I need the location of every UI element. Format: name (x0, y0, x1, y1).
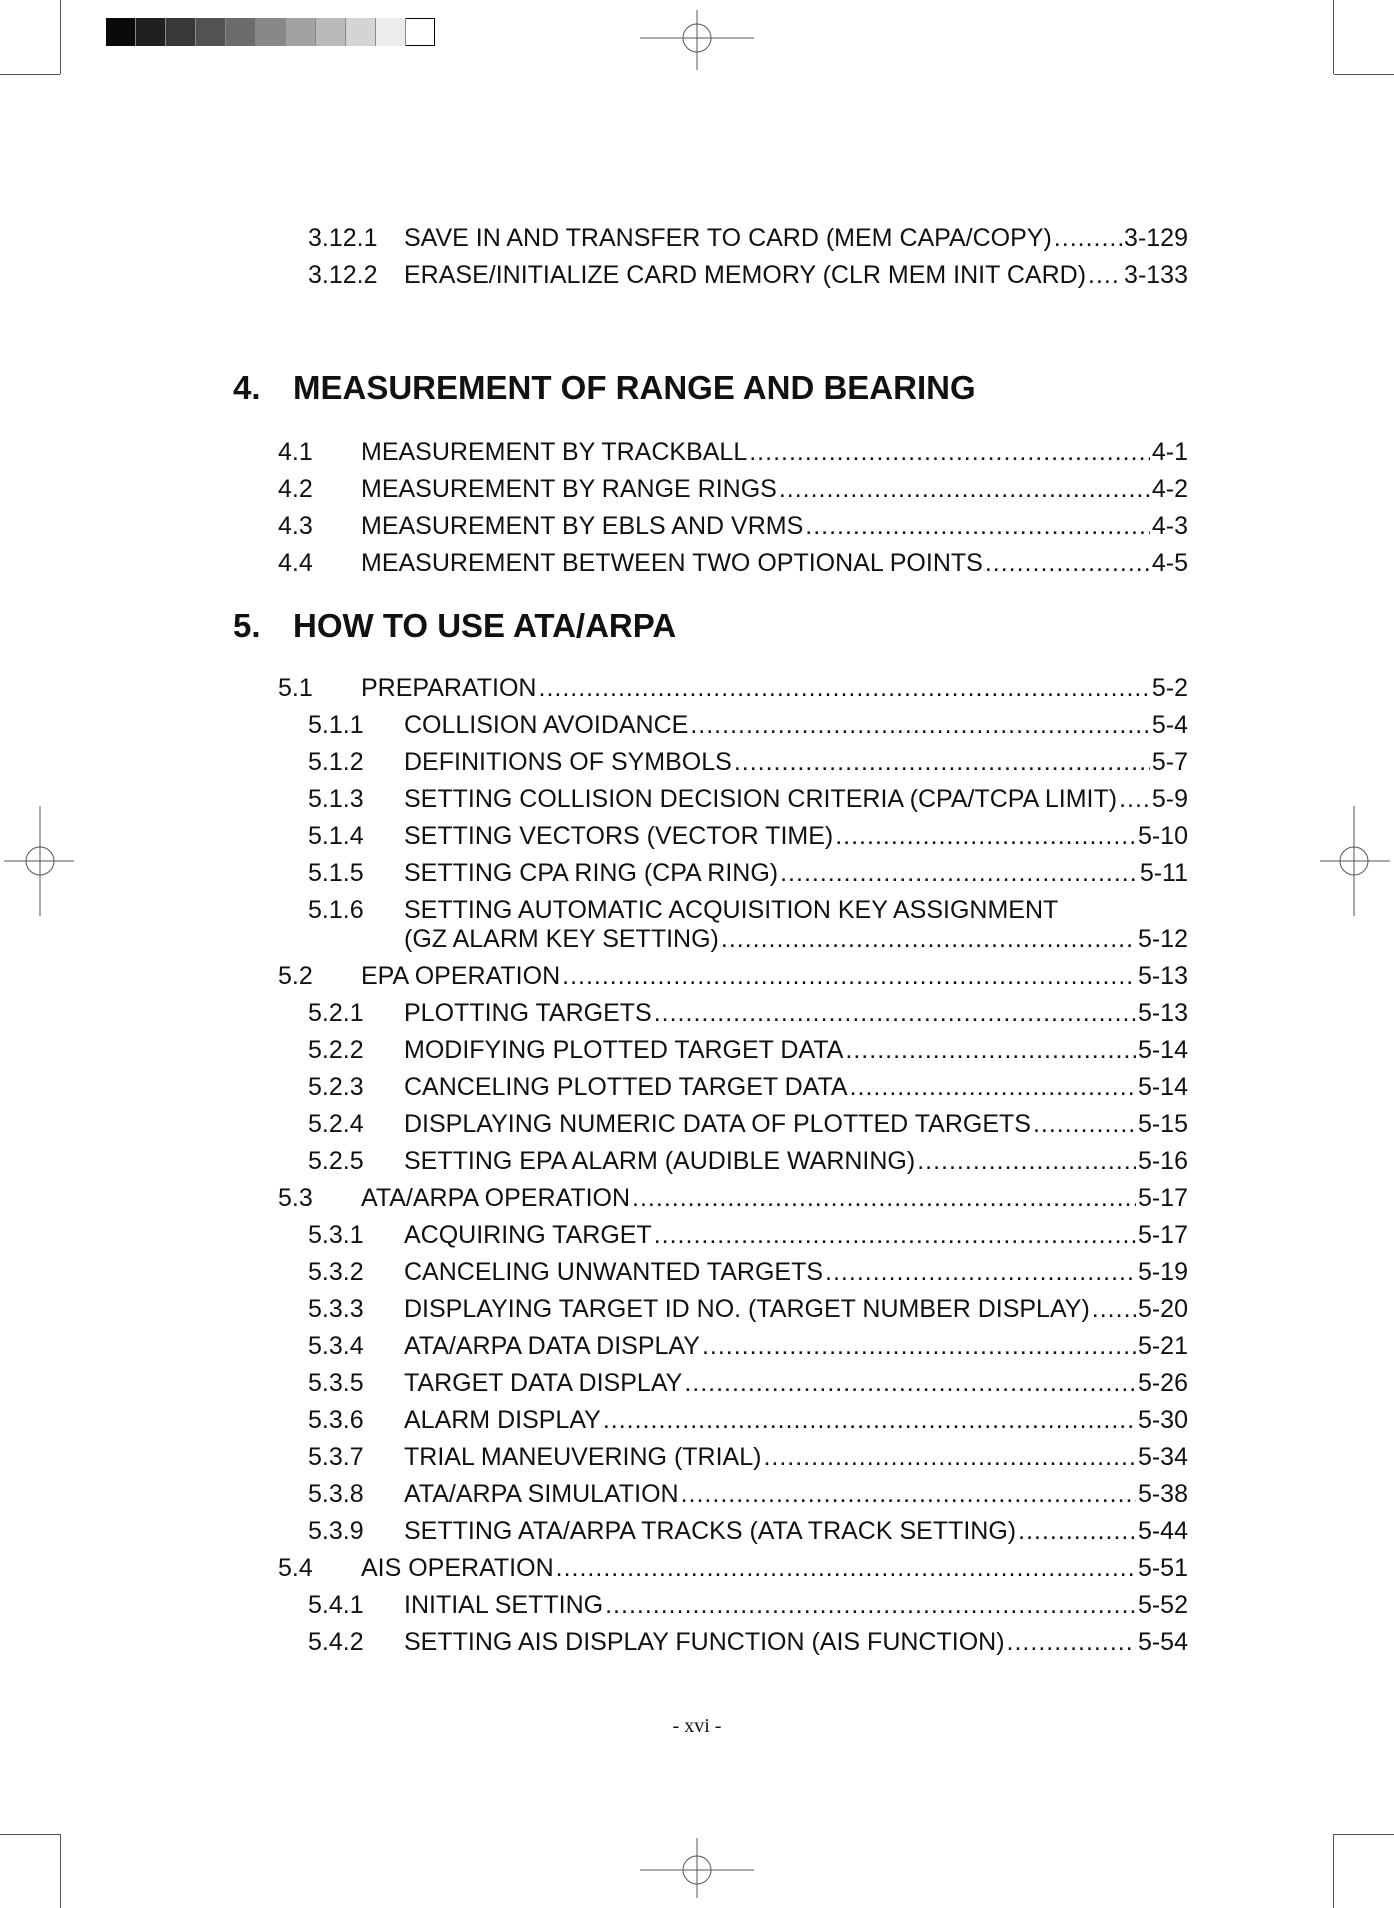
toc-entry[interactable] (308, 747, 1188, 777)
toc-entry-title: SETTING EPA ALARM (AUDIBLE WARNING) (404, 1147, 916, 1175)
toc-entry-page: 5-4 (1151, 711, 1188, 739)
toc-leader-dots (850, 1072, 1136, 1102)
toc-leader-dots (1119, 784, 1150, 814)
toc-entry-page: 5-54 (1137, 1628, 1188, 1656)
gray-scale-swatch (136, 18, 166, 46)
toc-leader-dots (681, 1479, 1136, 1509)
toc-entry-page: 5-11 (1139, 859, 1188, 887)
toc-entry[interactable] (308, 1035, 1188, 1065)
toc-entry-number: 5.1.1 (308, 711, 364, 739)
toc-entry-number: 5.2.3 (308, 1073, 364, 1101)
toc-entry-number: 5.2.4 (308, 1110, 364, 1138)
toc-leader-dots (539, 673, 1150, 703)
toc-entry-title: PLOTTING TARGETS (404, 999, 652, 1027)
toc-entry-page: 5-17 (1137, 1184, 1188, 1212)
toc-leader-dots (702, 1331, 1136, 1361)
registration-mark-bottom (640, 1838, 754, 1898)
toc-entry-number: 5.4.2 (308, 1628, 364, 1656)
toc-entry-page: 3-129 (1124, 224, 1188, 252)
toc-entry[interactable] (278, 961, 1188, 991)
toc-entry-number: 5.1.2 (308, 748, 364, 776)
toc-entry-number: 5.4 (278, 1554, 313, 1582)
toc-entry-number: 5.3.2 (308, 1258, 364, 1286)
toc-entry-title: MEASUREMENT BETWEEN TWO OPTIONAL POINTS (361, 549, 983, 577)
toc-entry[interactable] (278, 511, 1188, 541)
gray-scale-swatch (166, 18, 196, 46)
toc-entry-page: 3-133 (1124, 261, 1188, 289)
toc-entry-number: 5.1.3 (308, 785, 364, 813)
toc-entry-page: 5-19 (1137, 1258, 1188, 1286)
toc-leader-dots (780, 858, 1138, 888)
toc-entry-title: DEFINITIONS OF SYMBOLS (404, 748, 732, 776)
toc-entry-number: 5.3.6 (308, 1406, 364, 1434)
toc-entry[interactable] (308, 858, 1188, 888)
toc-entry[interactable] (308, 1109, 1188, 1139)
toc-entry-page: 5-44 (1137, 1517, 1188, 1545)
toc-entry-title: DISPLAYING TARGET ID NO. (TARGET NUMBER DISPLAY) (404, 1295, 1090, 1323)
toc-entry-continuation[interactable] (404, 924, 1188, 954)
toc-entry-number: 5.3.5 (308, 1369, 364, 1397)
toc-entry-page: 5-21 (1137, 1332, 1188, 1360)
gray-scale-swatch (316, 18, 346, 46)
toc-entry-number: 4.3 (278, 512, 313, 540)
toc-entry[interactable] (308, 260, 1188, 290)
toc-entry-number: 4.1 (278, 438, 313, 466)
toc-entry-title: INITIAL SETTING (404, 1591, 604, 1619)
toc-entry-number: 5.3.8 (308, 1480, 364, 1508)
toc-entry-page: 5-2 (1151, 674, 1188, 702)
toc-leader-dots (1018, 1516, 1136, 1546)
toc-entry[interactable] (308, 784, 1188, 814)
toc-leader-dots (845, 1035, 1136, 1065)
toc-leader-dots (805, 511, 1150, 541)
toc-entry-title: SETTING AUTOMATIC ACQUISITION KEY ASSIGNMENT (404, 896, 1059, 924)
toc-entry-page: 5-26 (1137, 1369, 1188, 1397)
toc-entry-title: TARGET DATA DISPLAY (404, 1369, 683, 1397)
toc-entry-page: 5-14 (1137, 1036, 1188, 1064)
toc-entry-title: CANCELING UNWANTED TARGETS (404, 1258, 824, 1286)
toc-entry-page: 5-51 (1137, 1554, 1188, 1582)
toc-entry-number: 5.1.4 (308, 822, 364, 850)
toc-entry-title: ALARM DISPLAY (404, 1406, 601, 1434)
toc-leader-dots (763, 1442, 1136, 1472)
toc-leader-dots (1007, 1627, 1136, 1657)
toc-entry-page: 4-2 (1151, 475, 1188, 503)
toc-entry[interactable] (278, 548, 1188, 578)
registration-mark-top (640, 10, 754, 70)
toc-entry[interactable] (308, 1590, 1188, 1620)
registration-mark-left (4, 806, 74, 916)
toc-entry-page: 5-15 (1137, 1110, 1188, 1138)
toc-entry-title: TRIAL MANEUVERING (TRIAL) (404, 1443, 762, 1471)
toc-entry-title: SETTING CPA RING (CPA RING) (404, 859, 779, 887)
toc-entry-number: 3.12.2 (308, 261, 378, 289)
toc-entry[interactable] (308, 223, 1188, 253)
toc-leader-dots (684, 1368, 1136, 1398)
toc-entry-page: 4-5 (1151, 549, 1188, 577)
toc-entry-page: 5-12 (1137, 925, 1188, 953)
chapter-heading (233, 606, 676, 646)
toc-entry-number: 5.3.1 (308, 1221, 364, 1249)
gray-scale-swatch (376, 18, 406, 46)
toc-entry-title: SAVE IN AND TRANSFER TO CARD (MEM CAPA/COPY) (404, 224, 1052, 252)
toc-entry-title: EPA OPERATION (361, 962, 561, 990)
toc-entry-page: 5-10 (1137, 822, 1188, 850)
toc-leader-dots (654, 998, 1136, 1028)
toc-entry-title: CANCELING PLOTTED TARGET DATA (404, 1073, 848, 1101)
toc-entry[interactable] (308, 1220, 1188, 1250)
toc-entry[interactable] (308, 1627, 1188, 1657)
toc-entry-number: 5.3.9 (308, 1517, 364, 1545)
toc-entry-title: PREPARATION (361, 674, 537, 702)
toc-leader-dots (734, 747, 1150, 777)
toc-entry-number: 5.2 (278, 962, 313, 990)
toc-entry-page: 5-16 (1137, 1147, 1188, 1175)
toc-leader-dots (721, 924, 1136, 954)
toc-leader-dots (654, 1220, 1136, 1250)
toc-entry-page: 5-9 (1151, 785, 1188, 813)
toc-entry-page: 5-14 (1137, 1073, 1188, 1101)
toc-entry-number: 5.1.5 (308, 859, 364, 887)
toc-entry-number: 5.2.1 (308, 999, 364, 1027)
toc-entry-title: AIS OPERATION (361, 1554, 554, 1582)
toc-entry-number: 5.3.7 (308, 1443, 364, 1471)
toc-entry-number: 3.12.1 (308, 224, 378, 252)
toc-entry[interactable] (308, 710, 1188, 740)
toc-entry-page: 5-7 (1151, 748, 1188, 776)
toc-leader-dots (1088, 260, 1122, 290)
toc-entry[interactable] (308, 1516, 1188, 1546)
chapter-title: HOW TO USE ATA/ARPA (293, 607, 677, 644)
toc-entry[interactable] (308, 1331, 1188, 1361)
toc-entry-title: SETTING VECTORS (VECTOR TIME) (404, 822, 834, 850)
toc-entry[interactable] (278, 1183, 1188, 1213)
toc-entry-title: DISPLAYING NUMERIC DATA OF PLOTTED TARGETS (404, 1110, 1031, 1138)
toc-entry-title: ATA/ARPA DATA DISPLAY (404, 1332, 700, 1360)
toc-entry-page: 4-1 (1151, 438, 1188, 466)
toc-entry-title: SETTING AIS DISPLAY FUNCTION (AIS FUNCTION) (404, 1628, 1005, 1656)
toc-entry[interactable] (308, 895, 1188, 925)
toc-leader-dots (1054, 223, 1122, 253)
toc-entry-title: MEASUREMENT BY EBLS AND VRMS (361, 512, 804, 540)
toc-entry[interactable] (308, 1257, 1188, 1287)
toc-entry[interactable] (308, 1368, 1188, 1398)
toc-entry-page: 5-13 (1137, 999, 1188, 1027)
toc-entry-number: 5.3.3 (308, 1295, 364, 1323)
toc-entry[interactable] (278, 437, 1188, 467)
toc-entry[interactable] (308, 821, 1188, 851)
toc-entry[interactable] (308, 998, 1188, 1028)
toc-entry[interactable] (308, 1146, 1188, 1176)
toc-entry[interactable] (308, 1294, 1188, 1324)
toc-entry[interactable] (278, 1553, 1188, 1583)
toc-entry-number: 4.2 (278, 475, 313, 503)
toc-entry[interactable] (278, 474, 1188, 504)
toc-leader-dots (1033, 1109, 1136, 1139)
chapter-number: 4. (233, 369, 261, 406)
toc-entry-title: MODIFYING PLOTTED TARGET DATA (404, 1036, 844, 1064)
toc-entry-number: 5.2.5 (308, 1147, 364, 1175)
toc-leader-dots (749, 437, 1150, 467)
toc-leader-dots (917, 1146, 1136, 1176)
toc-entry[interactable] (278, 673, 1188, 703)
toc-entry-page: 5-30 (1137, 1406, 1188, 1434)
toc-leader-dots (556, 1553, 1136, 1583)
gray-scale-swatch (256, 18, 286, 46)
toc-entry-title-continued: (GZ ALARM KEY SETTING) (404, 925, 719, 953)
toc-entry[interactable] (308, 1442, 1188, 1472)
page-number-footer: - xvi - (672, 1715, 722, 1737)
toc-entry-title: SETTING COLLISION DECISION CRITERIA (CPA/TCPA LIMIT) (404, 785, 1118, 813)
toc-entry-page: 5-20 (1137, 1295, 1188, 1323)
registration-mark-right (1320, 806, 1390, 916)
toc-leader-dots (690, 710, 1150, 740)
toc-leader-dots (835, 821, 1136, 851)
toc-entry-title: ACQUIRING TARGET (404, 1221, 652, 1249)
toc-entry-title: MEASUREMENT BY RANGE RINGS (361, 475, 777, 503)
toc-leader-dots (632, 1183, 1136, 1213)
toc-entry-page: 5-38 (1137, 1480, 1188, 1508)
toc-leader-dots (562, 961, 1136, 991)
toc-entry-number: 5.1 (278, 674, 313, 702)
toc-entry-title: COLLISION AVOIDANCE (404, 711, 689, 739)
toc-leader-dots (1092, 1294, 1136, 1324)
toc-entry-page: 4-3 (1151, 512, 1188, 540)
toc-leader-dots (605, 1590, 1136, 1620)
toc-leader-dots (985, 548, 1150, 578)
toc-entry-title: ERASE/INITIALIZE CARD MEMORY (CLR MEM INIT CARD) (404, 261, 1087, 289)
toc-entry-page: 5-34 (1137, 1443, 1188, 1471)
toc-entry-number: 5.3.4 (308, 1332, 364, 1360)
gray-scale-swatch (106, 18, 136, 46)
gray-scale-swatch (406, 18, 435, 46)
toc-entry-page: 5-17 (1137, 1221, 1188, 1249)
toc-entry-number: 5.1.6 (308, 896, 364, 924)
chapter-number: 5. (233, 607, 261, 644)
toc-entry-page: 5-13 (1137, 962, 1188, 990)
toc-entry-title: ATA/ARPA OPERATION (361, 1184, 631, 1212)
gray-scale-strip (106, 18, 435, 46)
toc-leader-dots (603, 1405, 1136, 1435)
toc-entry[interactable] (308, 1479, 1188, 1509)
toc-leader-dots (825, 1257, 1136, 1287)
toc-entry-title: MEASUREMENT BY TRACKBALL (361, 438, 748, 466)
toc-entry-title: SETTING ATA/ARPA TRACKS (ATA TRACK SETTING) (404, 1517, 1017, 1545)
toc-entry-page: 5-52 (1137, 1591, 1188, 1619)
gray-scale-swatch (226, 18, 256, 46)
toc-entry-number: 5.4.1 (308, 1591, 364, 1619)
toc-entry-number: 5.3 (278, 1184, 313, 1212)
toc-entry[interactable] (308, 1405, 1188, 1435)
chapter-title: MEASUREMENT OF RANGE AND BEARING (293, 369, 976, 406)
gray-scale-swatch (346, 18, 376, 46)
toc-entry-title: ATA/ARPA SIMULATION (404, 1480, 679, 1508)
toc-leader-dots (779, 474, 1150, 504)
toc-entry[interactable] (308, 1072, 1188, 1102)
toc-entry-number: 5.2.2 (308, 1036, 364, 1064)
toc-entry-number: 4.4 (278, 549, 313, 577)
chapter-heading (233, 368, 976, 408)
gray-scale-swatch (286, 18, 316, 46)
gray-scale-swatch (196, 18, 226, 46)
